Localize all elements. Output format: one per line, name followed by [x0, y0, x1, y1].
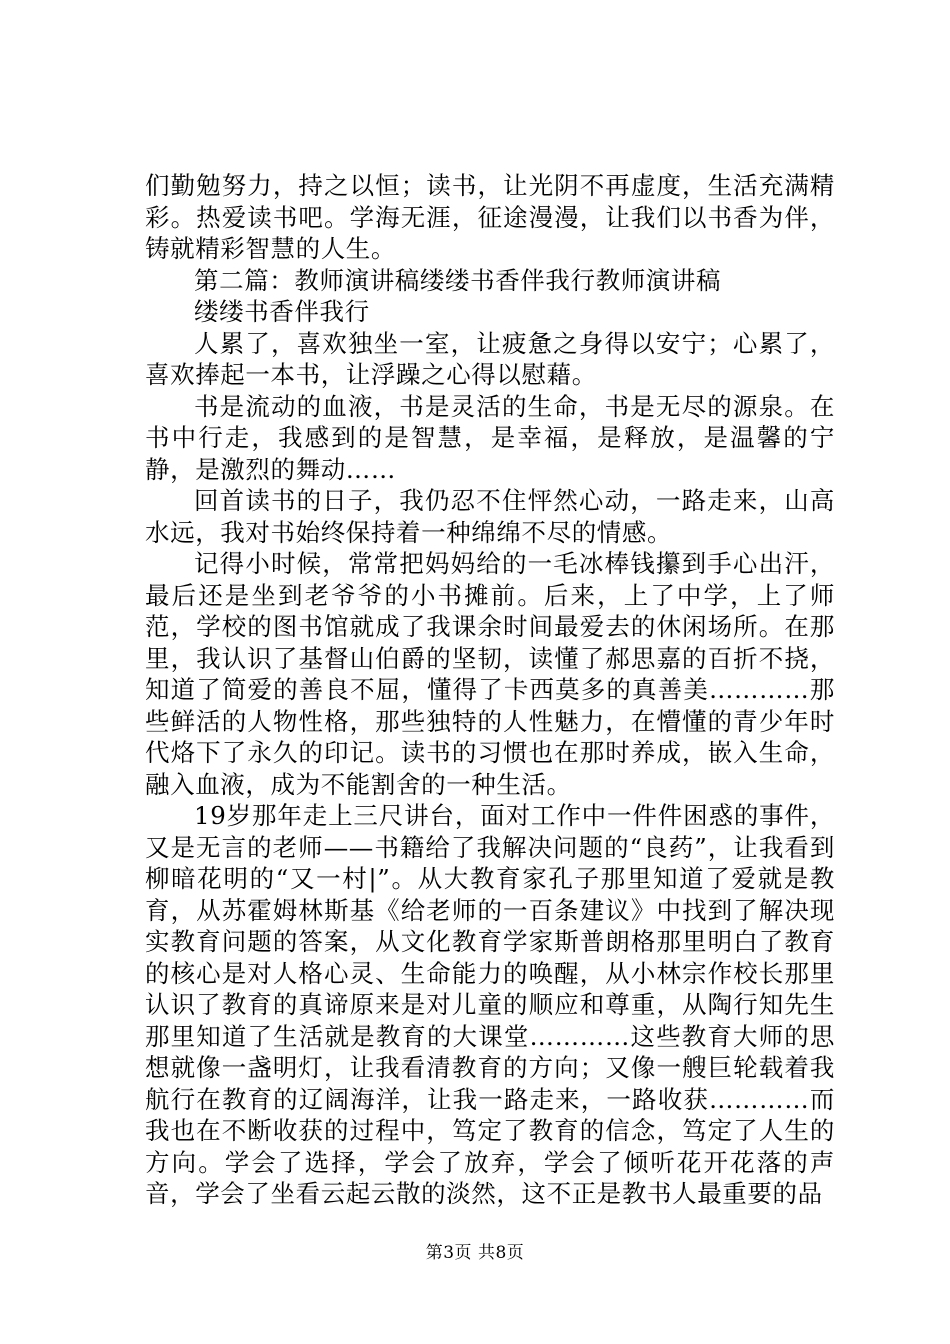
- page-number-footer: 第3页 共8页: [425, 1243, 525, 1263]
- paragraph: 记得小时候，常常把妈妈给的一毛冰棒钱攥到手心出汗，最后还是坐到老爷爷的小书摊前。后来，上了中学，上了师范，学校的图书馆就成了我课余时间最爱去的休闲场所。在那里，我认识了基督山伯爵的坚韧，读懂了郝思嘉的百折不挠，知道了简爱的善良不屈，懂得了卡西莫多的真善美…………那些鲜活的人物性格，那些独特的人性魅力，在懵懂的青少年时代烙下了永久的印记。读书的习惯也在那时养成，嵌入生命，融入血液，成为不能割舍的一种生活。: [145, 549, 835, 799]
- paragraph: 回首读书的日子，我仍忍不住怦然心动，一路走来，山高水远，我对书始终保持着一种绵绵不尽的情感。: [145, 486, 835, 547]
- document-body: [145, 170, 835, 1210]
- section-heading: 第二篇：教师演讲稿缕缕书香伴我行教师演讲稿: [194, 265, 722, 295]
- paragraph: 19岁那年走上三尺讲台，面对工作中一件件困惑的事件，又是无言的老师——书籍给了我解决问题的“良药”，让我看到柳暗花明的“又一村|”。从大教育家孔子那里知道了爱就是教育，从苏霍姆林斯基《给老师的一百条建议》中找到了解决现实教育问题的答案，从文化教育学家斯普朗格那里明白了教育的核心是对人格心灵、生命能力的唤醒，从小林宗作校长那里认识了教育的真谛原来是对儿童的顺应和尊重，从陶行知先生那里知道了生活就是教育的大课堂…………这些教育大师的思想就像一盏明灯，让我看清教育的方向；又像一艘巨轮载着我航行在教育的辽阔海洋，让我一路走来，一路收获…………而我也在不断收获的过程中，笃定了教育的信念，笃定了人生的方向。学会了选择，学会了放弃，学会了倾听花开花落的声音，学会了坐看云起云散的淡然，这不正是教书人最重要的品: [145, 801, 835, 1208]
- paragraph: 书是流动的血液，书是灵活的生命，书是无尽的源泉。在书中行走，我感到的是智慧，是幸福，是释放，是温馨的宁静，是激烈的舞动……: [145, 391, 835, 484]
- speech-title: 缕缕书香伴我行: [194, 297, 370, 326]
- paragraph: 人累了，喜欢独坐一室，让疲惫之身得以安宁；心累了，喜欢捧起一本书，让浮躁之心得以慰藉。: [145, 328, 835, 389]
- paragraph-continuation: 们勤勉努力，持之以恒；读书，让光阴不再虚度，生活充满精彩。热爱读书吧。学海无涯，征途漫漫，让我们以书香为伴，铸就精彩智慧的人生。: [145, 171, 835, 263]
